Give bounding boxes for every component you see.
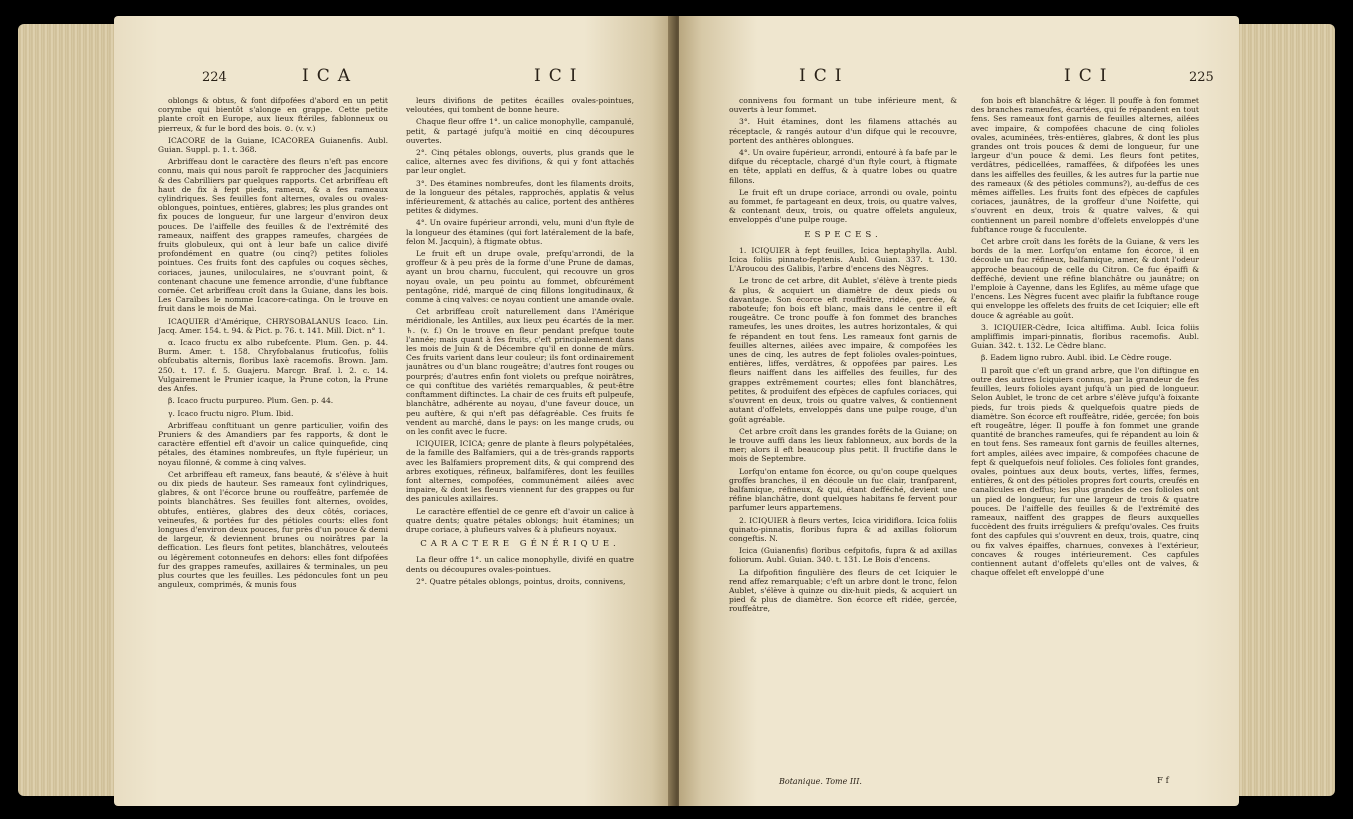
left-running-head: ICA [302,66,358,86]
paragraph: 2°. Cinq pétales oblongs, ouverts, plus grands que le calice, alternes avec fes divifions, & qui y font attachés par leur onglet. [406,148,634,176]
paragraph: leurs divifions de petites écailles ovales-pointues, veloutées, qui tombent de bonne heure. [406,96,634,115]
right-page [679,16,1239,806]
paragraph: Arbriffeau conftituant un genre particulier, voifin des Pruniers & des Amandiers par fes rapports, & dont le caractère effentiel eft d'avoir un calice quinquefide, cinq pétales, des étamines nombreufes, un ftyle fupérieur, un noyau filonné, & comme à cinq valves. [158,420,388,467]
right-page-column-1 [729,96,957,784]
paragraph: ICIQUIER, ICICA; genre de plante à fleurs polypétalées, de la famille des Balfamiers, qui a de très-grands rapports avec les Balfamiers proprement dits, & qui comprend des arbres exotiques, réfineux, balfamifères, dont les feuilles font alternes, compofées, communément ailées avec impaire, & dont les fleurs viennent fur des grappes ou fur des panicules axillaires. [406,439,634,504]
printer-signature: F f [1157,776,1169,786]
left-page-number: 224 [202,70,227,85]
paragraph: Le tronc de cet arbre, dit Aublet, s'élève à trente pieds & plus, & acquiert un diamètre de deux pieds ou davantage. Son écorce eft rouffeâtre, ridée, gercée, & raboteufe; fon bois eft blanc, mais dans le centre il eft rougeâtre. Ce tronc pouffe à fon fommet des branches rameufes, les unes droites, les autres horizontales, & qui fe répandent en tout fens. Les rameaux font garnis de feuilles alternes, ailées avec impaire, & compofées les unes de cinq, les autres de fept folioles ovales-pointues, entières, liffes, verdâtres, & oppofées par paires. Les fleurs naiffent dans les aiffelles des feuilles, fur des grappes extrêmement courtes; elles font blanchâtres, petites, & produifent des efpèces de capfules coriaces, qui s'ouvrent en deux, trois ou quatre valves, & contiennent autant d'offelets, enveloppés dans une pulpe rouge, d'un goût agréable. [729,276,957,424]
paragraph: 1. ICIQUIER à fept feuilles, Icica heptaphylla. Aubl. Icica foliis pinnato-feptenis. Aubl. Guian. 337. t. 130. L'Aroucou des Galibis, l'arbre d'encens des Nègres. [729,245,957,274]
paragraph: Cet arbriffeau eft rameux, fans beauté, & s'élève à huit ou dix pieds de hauteur. Ses rameaux font cylindriques, glabres, & ont l'écorce brune ou rouffeâtre, parfemée de points blanchâtres. Ses feuilles font alternes, ovoïdes, obtufes, entières, glabres des deux côtés, coriaces, veineufes, & portées fur des pétioles courts: elles font longues d'environ deux pouces, fur près d'un pouce & demi de largeur, & deviennent brunes ou noirâtres par la deffication. Les fleurs font petites, blanchâtres, velouteés ou légèrement cotonneufes en dehors: elles font difpofées fur des grappes rameufes, axillaires & terminales, un peu plus courtes que les feuilles. Les pédoncules font un peu anguleux, comprimés, & munis fous [158,469,388,590]
paragraph: β. Icaco fructu purpureo. Plum. Gen. p. 44. [168,396,334,406]
paragraph: 4°. Un ovaire fupérieur, arrondi, entouré à fa bafe par le difque du réceptacle, chargé d'un ftyle court, à ftigmate en tête, applati en deffus, & à quatre lobes ou quatre fillons. [729,148,957,185]
paragraph: Cet arbre croît dans les forêts de la Guiane, & vers les bords de la mer. Lorfqu'on entame fon écorce, il en découle un fuc réfineux, balfamique, amer, & dont l'odeur approche beaucoup de celle du Citron. Ce fuc épaiffi & defféché, devient une réfine blanchâtre ou jaunâtre; on l'emploie à Cayenne, dans les Eglifes, au même ufage que l'encens. Les Nègres fucent avec plaifir la fubftance rouge qui enveloppe les offelets des fruits de cet Iciquier; elle eft douce & agréable au goût. [971,237,1199,320]
species-heading: ESPECES. [804,229,882,240]
paragraph: 3°. Des étamines nombreufes, dont les filaments droits, de la longueur des pétales, rapprochés, applatis & velus inférieurement, & attachés au calice, portent des anthères petites & didymes. [406,178,634,216]
open-book [18,16,1335,806]
paragraph: Le fruit eft un drupe coriace, arrondi ou ovale, pointu au fommet, fe partageant en deux, trois, ou quatre valves, & contenant deux, trois, ou quatre offelets anguleux, enveloppés d'une pulpe rouge. [729,187,957,225]
paragraph: connivens fou formant un tube inférieure ment, & ouverts à leur fommet. [729,96,957,115]
left-page [114,16,674,806]
volume-footer: Botanique. Tome III. [779,777,862,786]
generic-character-heading: CARACTERE GÉNÉRIQUE. [420,539,620,550]
left-page-column-1 [158,96,388,784]
right-page-header [719,66,1214,90]
paragraph: 3°. Huit étamines, dont les filamens attachés au réceptacle, & rangés autour d'un difque qui le recouvre, portent des anthères oblongues. [729,117,957,145]
right-running-head-left: ICI [799,66,850,86]
paragraph: β. Eadem ligno rubro. Aubl. ibid. Le Cèdre rouge. [981,353,1172,363]
paragraph: Arbriffeau dont le caractère des fleurs n'eft pas encore connu, mais qui nous paroît fe rapprocher des Jacquiniers & des Cabrilliers par quelques rapports. Cet arbriffeau eft haut de fix à fept pieds, rameux, & a fes rameaux cylindriques. Ses feuilles font alternes, ovales ou ovales-oblongues, pointues, entières, glabres; les plus grandes ont fix pouces de longueur, fur une largeur d'environ deux pouces. De l'aiffelle des feuilles & de l'extrémité des rameaux, naiffent des grappes rameufes, chargées de fruits globuleux, qui ont à leur bafe un calice divifé profondément en quatre (ou cinq?) petites folioles pointues. Ces fruits font des capfules ou coques sèches, coriaces, jaunes, uniloculaires, ne s'ouvrant point, & contenant chacune une femence arrondie, d'une fubftance cornée. Cet arbriffeau croît dans la Guiane, dans les bois. Les Caraïbes le nomme Icacore-catinga. On le trouve en fruit dans le mois de Mai. [158,157,388,314]
paragraph: Lorfqu'on entame fon écorce, ou qu'on coupe quelques groffes branches, il en découle un fuc clair, tranfparent, balfamique, réfineux, & qui, étant defféché, devient une réfine blanchâtre, dont quelques habitans fe fervent pour parfumer leurs appartemens. [729,466,957,513]
paragraph: La fleur offre 1°. un calice monophylle, divifé en quatre dents ou découpures ovales-pointues. [406,555,634,574]
paragraph: Chaque fleur offre 1°. un calice monophylle, campanulé, petit, & partagé jufqu'à moitié en cinq découpures ouvertes. [406,117,634,145]
paragraph: Icica (Guianenfis) floribus cefpitofis, fupra & ad axillas foliorum. Aubl. Guian. 340. t. 131. Le Bois d'encens. [729,546,957,565]
paragraph: 2. ICIQUIER à fleurs vertes, Icica viridiflora. Icica foliis quinato-pinnatis, floribus fupra & ad axillas foliorum congeftis. N. [729,515,957,543]
paragraph: La difpofition fingulière des fleurs de cet Iciquier le rend affez remarquable; c'eft un arbre dont le tronc, felon Aublet, s'élève à quinze ou dix-huit pieds, & acquiert un pied & plus de diamètre. Son écorce eft ridée, gercée, rouffeâtre, [729,567,957,614]
paragraph: Le caractère effentiel de ce genre eft d'avoir un calice à quatre dents; quatre pétales oblongs; huit étamines; un drupe coriace, à plufieurs valves & à plufieurs noyaux. [406,506,634,534]
paragraph: Le fruit eft un drupe ovale, prefqu'arrondi, de la groffeur & à peu près de la forme d'une Prune de damas, ayant un brou charnu, fucculent, qui recouvre un gros noyau ovale, un peu pointu au fommet, obfcurément pentagône, ridé, marqué de cinq fillons longitudinaux, & comme à cinq valves: ce noyau contient une amande ovale. [406,249,634,305]
left-page-edges [18,24,128,796]
paragraph: γ. Icaco fructu nigro. Plum. Ibid. [168,408,294,418]
paragraph: ICAQUIER d'Amérique, CHRYSOBALANUS Icaco. Lin. Jacq. Amer. 154. t. 94. & Pict. p. 76. t. 141. Mill. Dict. n° 1. [158,316,388,335]
paragraph: oblongs & obtus, & font difpofées d'abord en un petit corymbe qui bientôt s'alonge en grappe. Cette petite plante croît en Europe, aux lieux ftériles, fablonneux ou pierreux, & fur le bord des bois. ⊙. (v. v.) [158,96,388,133]
right-running-head: ICI [1064,66,1115,86]
paragraph: Il paroît que c'eft un grand arbre, que l'on diftingue en outre des autres Iciquiers connus, par la grandeur de fes feuilles, leurs folioles ayant jufqu'à un pied de longueur. Selon Aublet, le tronc de cet arbre s'élève jufqu'à foixante pieds, fur trois pieds & quelquefois quatre pieds de diamètre. Son écorce eft rouffeâtre, ridée, gercée; fon bois eft rougeâtre, léger. Il pouffe à fon fommet une grande quantité de branches rameufes, qui fe répandent au loin & en tout fens. Ses rameaux font garnis de feuilles alternes, fort amples, ailées avec impaire, & compofées chacune de fept & quelquefois neuf folioles. Ces folioles font grandes, ovales, pointues aux deux bouts, vertes, liffes, fermes, entières, & ont des pétioles propres fort courts, creufés en canalicules en deffus; les plus grandes de ces folioles ont un pied de longueur, fur une largeur de trois & quatre pouces. De l'aiffelle des feuilles & de l'extrémité des rameaux, naiffent des grappes de fleurs auxquelles fuccèdent des fruits irréguliers & prefqu'ovales. Ces fruits font des capfules qui s'ouvrent en deux, trois, quatre, cinq ou fix valves épaiffes, charnues, convexes à l'extérieur, concaves & rouges intérieurement. Ces capfules contiennent autant d'offelets qu'elles ont de valves, & chaque offelet eft enveloppé d'une [971,365,1199,578]
left-page-header [154,66,644,90]
right-page-edges [1225,24,1335,796]
paragraph: 2°. Quatre pétales oblongs, pointus, droits, connivens, [416,576,626,586]
paragraph: fon bois eft blanchâtre & léger. Il pouffe à fon fommet des branches rameufes, écartées, qui fe répandent en tout fens. Ses rameaux font garnis de feuilles alternes, ailées avec impaire, & compofées chacune de cinq folioles ovales, acuminées, très-entières, glabres, & dont les plus grandes ont trois pouces & demi de longueur, fur une largeur d'un pouce & demi. Les fleurs font petites, verdâtres, pédicellées, ramaffées, & difpofées les unes dans les aiffelles des feuilles, & les autres fur la partie nue des rameaux (& des pétioles communs?), au-deffus de ces mêmes aiffelles. Les fruits font des efpèces de capfules coriaces, jaunâtres, de la groffeur d'une Noifette, qui s'ouvrent en deux, trois & quatre valves, & qui contiennent un pareil nombre d'offelets enveloppés d'une fubftance rouge & fucculente. [971,96,1199,234]
paragraph: Cet arbre croît dans les grandes forêts de la Guiane; on le trouve auffi dans les lieux fablonneux, aux bords de la mer; alors il eft beaucoup plus petit. Il fructifie dans le mois de Septembre. [729,426,957,464]
paragraph: Cet arbriffeau croît naturellement dans l'Amérique méridionale, les Antilles, aux lieux peu écartés de la mer. ♄. (v. f.) On le trouve en fleur pendant prefque toute l'année; mais quant à fes fruits, c'eft principalement dans les mois de Juin & de Décembre qu'il en donne de mûrs. Ces fruits varient dans leur couleur; ils font ordinairement jaunâtres ou d'un blanc rougeâtre; d'autres font rouges ou pourprés; d'autres enfin font violets ou prefque noirâtres, ce qui conftitue des variétés remarquables, & peut-être conftamment diftinctes. La chair de ces fruits eft pulpeufe, blanchâtre, adhérente au noyau, d'une faveur douce, un peu auftère, & qui n'eft pas défagréable. Ces fruits fe vendent au marché, dans le pays: on les mange cruds, ou on les confit avec le fucre. [406,307,634,436]
paragraph: α. Icaco fructu ex albo rubefcente. Plum. Gen. p. 44. Burm. Amer. t. 158. Chryfobalanus fruticofus, foliis obfcubatis alternis, floribus laxè racemofis. Brown. Jam. 250. t. 17. f. 5. Guajeru. Marcgr. Braf. l. 2. c. 14. Vulgairement le Prunier icaque, la Prune coton, la Prune des Anfes. [158,338,388,394]
paragraph: ICACORE de la Guiane, ICACOREA Guianenfis. Aubl. Guian. Suppl. p. 1. t. 368. [158,135,388,155]
left-page-column-2 [406,96,634,784]
paragraph: 4°. Un ovaire fupérieur arrondi, velu, muni d'un ftyle de la longueur des étamines (qui fort latéralement de la bafe, felon M. Jacquin), à ftigmate obtus. [406,218,634,246]
paragraph: 3. ICIQUIER-Cèdre, Icica altiffima. Aubl. Icica foliis ampliffimis impari-pinnatis, floribus racemofis. Aubl. Guian. 342. t. 132. Le Cèdre blanc. [971,322,1199,351]
right-page-number: 225 [1189,70,1214,85]
left-running-head-right: ICI [534,66,585,86]
right-page-column-2 [971,96,1199,784]
